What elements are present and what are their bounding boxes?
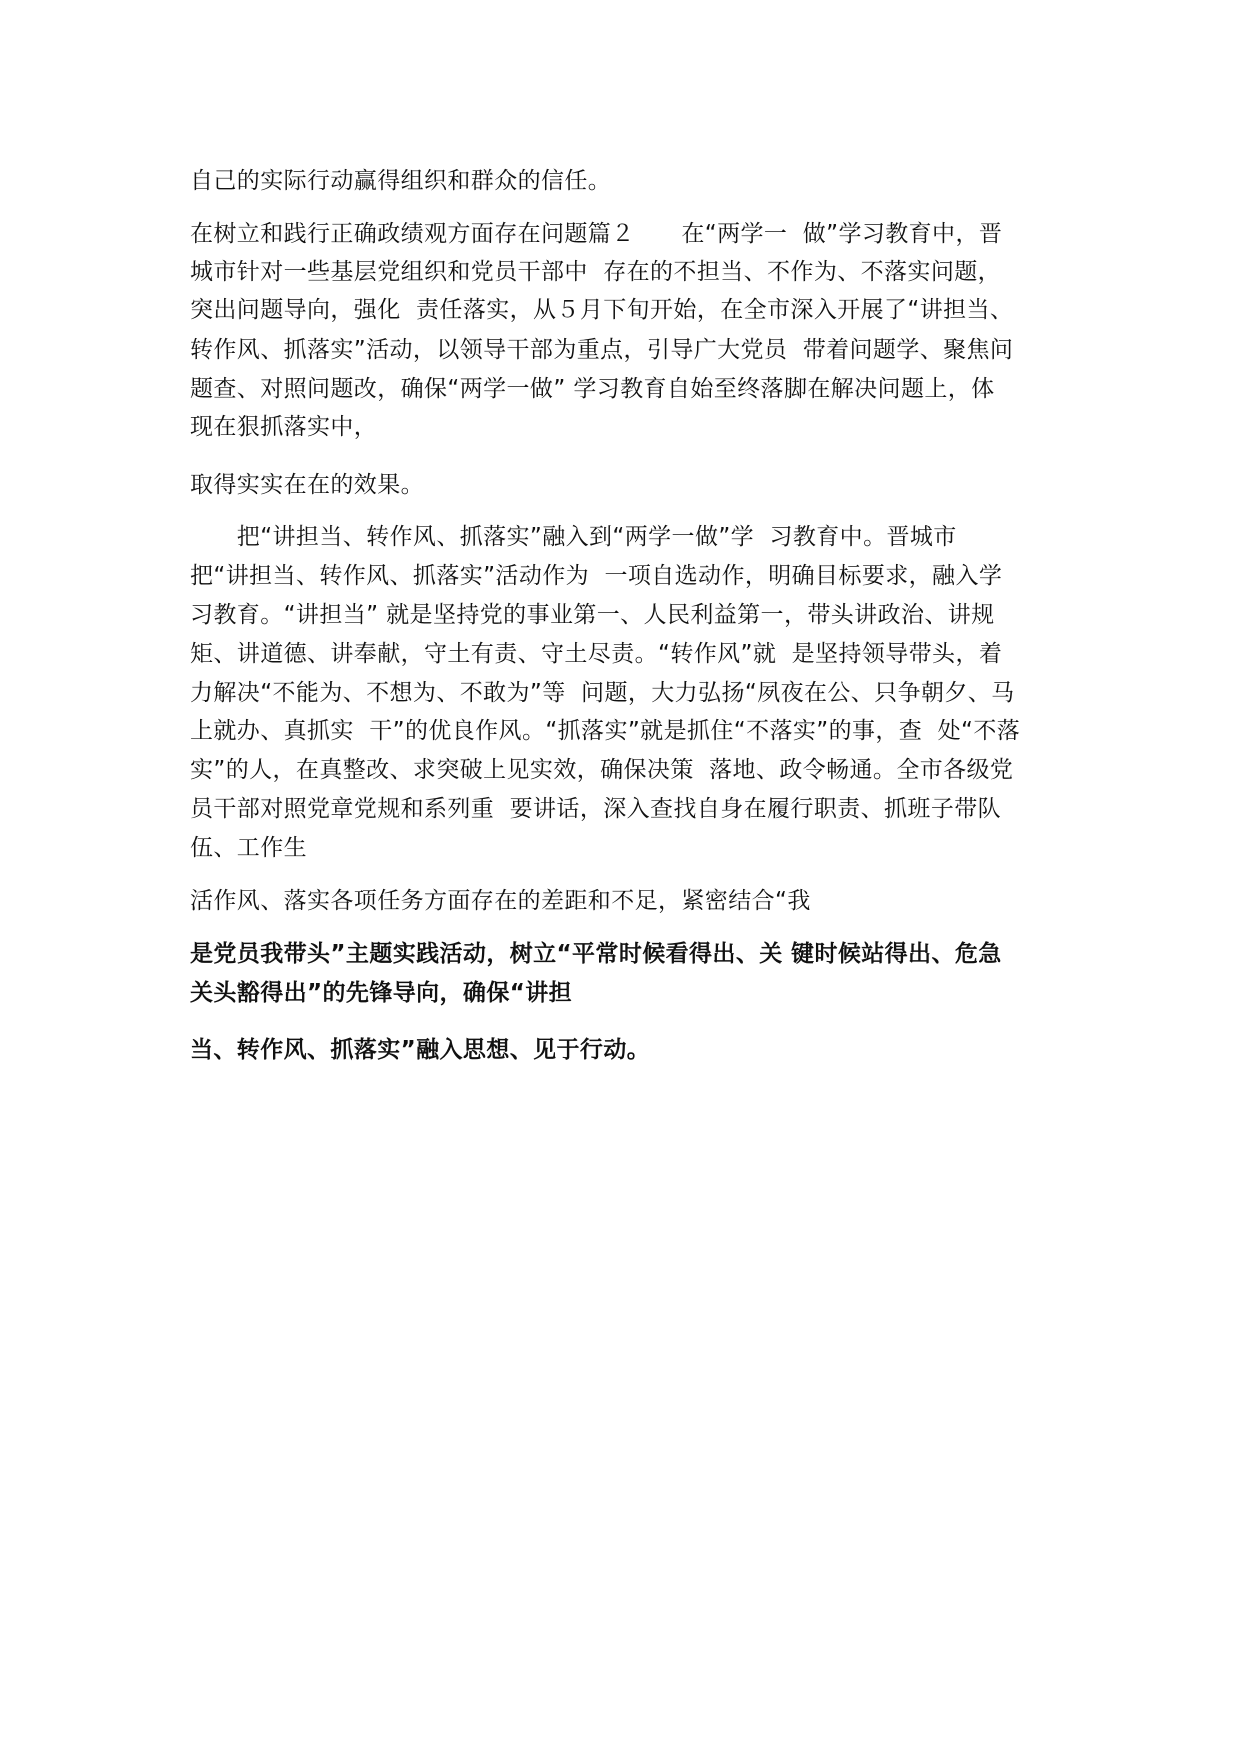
text-line-12: 矩、讲道德、讲奉献，守土有责、守土尽责。“转作风”就 是坚持领导带头，着 [190, 641, 1003, 667]
text-line-7: 现在狠抓落实中， [190, 414, 378, 440]
text-line-4: 突出问题导向，强化 责任落实，从５月下旬开始，在全市深入开展了“讲担当、 [190, 297, 1014, 323]
text-line-16: 员干部对照党章党规和系列重 要讲话，深入查找自身在履行职责、抓班子带队 [190, 796, 1002, 822]
text-line-6: 题查、对照问题改，确保“两学一做” 学习教育自始至终落脚在解决问题上，体 [190, 376, 995, 402]
text-line-18: 活作风、落实各项任务方面存在的差距和不足，紧密结合“我 [190, 888, 811, 914]
text-line-10: 把“讲担当、转作风、抓落实”活动作为 一项自选动作，明确目标要求，融入学 [190, 563, 1003, 589]
text-line-8: 取得实实在在的效果。 [190, 472, 424, 498]
text-line-19-bold: 是党员我带头”主题实践活动，树立“平常时候看得出、关 键时候站得出、危急 [190, 941, 1002, 967]
text-line-15: 实”的人，在真整改、求突破上见实效，确保决策 落地、政令畅通。全市各级党 [190, 757, 1014, 783]
text-line-17: 伍、工作生 [190, 835, 307, 861]
text-line-14: 上就办、真抓实 干”的优良作风。“抓落实”就是抓住“不落实”的事，查 处“不落 [190, 718, 1021, 744]
text-line-21-bold: 当、转作风、抓落实”融入思想、见于行动。 [190, 1037, 651, 1063]
text-line-11: 习教育。“讲担当” 就是坚持党的事业第一、人民利益第一，带头讲政治、讲规 [190, 602, 995, 628]
text-line-3: 城市针对一些基层党组织和党员干部中 存在的不担当、不作为、不落实问题， [190, 259, 1002, 285]
text-line-2: 在树立和践行正确政绩观方面存在问题篇２ 在“两学一 做”学习教育中，晋 [190, 221, 1003, 247]
text-line-13: 力解决“不能为、不想为、不敢为”等 问题，大力弘扬“夙夜在公、只争朝夕、马 [190, 680, 1015, 706]
text-line-1: 自己的实际行动赢得组织和群众的信任。 [190, 168, 612, 194]
text-line-9: 把“讲担当、转作风、抓落实”融入到“两学一做”学 习教育中。晋城市 [190, 524, 957, 550]
text-line-5: 转作风、抓落实”活动，以领导干部为重点，引导广大党员 带着问题学、聚焦问 [190, 337, 1014, 363]
text-line-20-bold: 关头豁得出”的先锋导向，确保“讲担 [190, 980, 573, 1006]
